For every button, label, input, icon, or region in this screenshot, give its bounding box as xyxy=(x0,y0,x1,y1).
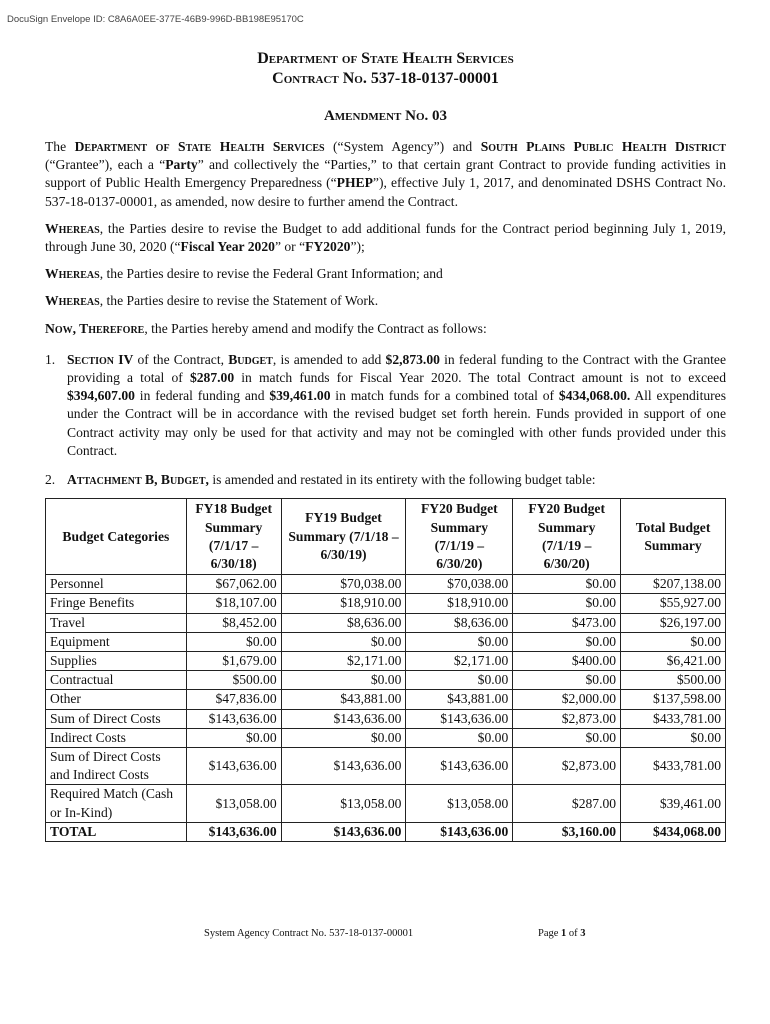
amount-cell: $70,038.00 xyxy=(281,575,406,594)
table-row xyxy=(46,575,726,594)
category-cell: Contractual xyxy=(46,671,187,690)
now-therefore-lead: Now, Therefore xyxy=(45,320,145,336)
amount-cell: $0.00 xyxy=(513,575,621,594)
budget-table-header-row xyxy=(46,499,726,575)
amount-cell: $8,636.00 xyxy=(406,613,513,632)
item-text: All expenditures under the Contract will be in accordance with the revised budget set forth herein. Funds provided in support of one Contract activity may only be used for that activity and may not be comingled with other funds provided under this Contract. xyxy=(67,388,726,458)
amount-cell: $0.00 xyxy=(406,632,513,651)
amount-cell: $433,781.00 xyxy=(621,748,726,785)
amount-cell: $500.00 xyxy=(621,671,726,690)
whereas-lead: Whereas xyxy=(45,220,100,236)
item-2-text xyxy=(67,471,726,489)
whereas-budget xyxy=(45,220,726,256)
category-cell: Sum of Direct Costs xyxy=(46,709,187,728)
whereas-text: , the Parties desire to revise the Budget to add additional funds for the Contract period beginning July 1, 2019, through June 30, 2020 (“ xyxy=(45,220,726,255)
category-cell: Travel xyxy=(46,613,187,632)
item-text: in match funds for Fiscal Year 2020. The total Contract amount is not to exceed xyxy=(234,370,726,386)
amount-cell: $67,062.00 xyxy=(186,575,281,594)
grantee-name: South Plains Public Health District xyxy=(480,139,726,154)
table-row xyxy=(46,709,726,728)
table-row xyxy=(46,728,726,747)
item-text: is amended and restated in its entirety with the following budget table: xyxy=(208,472,596,488)
attachment-b-term: Attachment B, Budget, xyxy=(67,472,209,488)
table-row xyxy=(46,652,726,671)
combined-total-amount: $434,068.00. xyxy=(558,388,631,404)
amount-cell: $0.00 xyxy=(513,594,621,613)
total-match-amount: $39,461.00 xyxy=(269,388,331,404)
amount-cell: $143,636.00 xyxy=(281,748,406,785)
category-cell: TOTAL xyxy=(46,822,187,841)
amount-cell: $8,452.00 xyxy=(186,613,281,632)
amount-cell: $55,927.00 xyxy=(621,594,726,613)
contract-number-title: Contract No. 537-18-0137-00001 xyxy=(272,70,499,87)
page-of: of xyxy=(566,928,581,939)
amount-cell: $207,138.00 xyxy=(621,575,726,594)
amount-cell: $3,160.00 xyxy=(513,822,621,841)
amount-cell: $70,038.00 xyxy=(406,575,513,594)
amendment-item-1 xyxy=(45,351,726,460)
category-cell: Personnel xyxy=(46,575,187,594)
table-row xyxy=(46,671,726,690)
amount-cell: $43,881.00 xyxy=(281,690,406,709)
system-agency-name: Department of State Health Services xyxy=(74,139,325,154)
amount-cell: $433,781.00 xyxy=(621,709,726,728)
budget-table xyxy=(45,498,726,842)
amendment-title: Amendment No. 03 xyxy=(323,108,448,124)
amount-cell: $2,000.00 xyxy=(513,690,621,709)
amount-cell: $434,068.00 xyxy=(621,822,726,841)
category-cell: Supplies xyxy=(46,652,187,671)
amount-cell: $400.00 xyxy=(513,652,621,671)
amount-cell: $0.00 xyxy=(513,728,621,747)
table-row xyxy=(46,613,726,632)
item-text: in match funds for a combined total of xyxy=(330,388,559,404)
amount-cell: $500.00 xyxy=(186,671,281,690)
amount-cell: $0.00 xyxy=(281,728,406,747)
document-page xyxy=(45,44,726,842)
amount-cell: $1,679.00 xyxy=(186,652,281,671)
column-header: Budget Categories xyxy=(46,499,187,575)
table-row xyxy=(46,594,726,613)
category-cell: Indirect Costs xyxy=(46,728,187,747)
amount-cell: $2,873.00 xyxy=(513,748,621,785)
amount-cell: $43,881.00 xyxy=(406,690,513,709)
amount-cell: $6,421.00 xyxy=(621,652,726,671)
section-iv-term: Section IV xyxy=(67,351,134,367)
column-header: FY20 Budget Summary (7/1/19 – 6/30/20) xyxy=(406,499,513,575)
category-cell: Other xyxy=(46,690,187,709)
item-number: 2. xyxy=(45,472,56,488)
whereas-text: ” or “ xyxy=(274,239,306,255)
amount-cell: $18,910.00 xyxy=(281,594,406,613)
whereas-text: ”); xyxy=(350,239,365,255)
amount-cell: $0.00 xyxy=(406,671,513,690)
page-label: Page xyxy=(538,928,562,939)
party-term: Party xyxy=(165,157,198,173)
amount-cell: $2,873.00 xyxy=(513,709,621,728)
amount-cell: $26,197.00 xyxy=(621,613,726,632)
whereas-text: , the Parties desire to revise the Statement of Work. xyxy=(99,293,379,309)
docusign-envelope-id: DocuSign Envelope ID: C8A6A0EE-377E-46B9-996D-BB198E95170C xyxy=(7,14,304,25)
amount-cell: $0.00 xyxy=(186,728,281,747)
table-row xyxy=(46,785,726,822)
amount-cell: $143,636.00 xyxy=(186,709,281,728)
amount-cell: $0.00 xyxy=(621,728,726,747)
amount-cell: $2,171.00 xyxy=(281,652,406,671)
table-row xyxy=(46,690,726,709)
amount-cell: $143,636.00 xyxy=(406,822,513,841)
item-text: in federal funding to the Contract with the Grantee providing a total of xyxy=(67,351,726,386)
department-title: Department of State Health Services xyxy=(257,50,514,67)
amount-cell: $0.00 xyxy=(281,632,406,651)
page-number xyxy=(538,928,586,939)
intro-text: (“Grantee”), each a “ xyxy=(45,157,166,173)
amount-cell: $18,107.00 xyxy=(186,594,281,613)
amount-cell: $137,598.00 xyxy=(621,690,726,709)
amount-cell: $473.00 xyxy=(513,613,621,632)
amount-cell: $143,636.00 xyxy=(406,709,513,728)
category-cell: Fringe Benefits xyxy=(46,594,187,613)
amount-cell: $0.00 xyxy=(186,632,281,651)
fiscal-year-term: Fiscal Year 2020 xyxy=(180,239,275,255)
fy2020-term: FY2020 xyxy=(305,239,351,255)
table-row xyxy=(46,632,726,651)
whereas-federal-grant xyxy=(45,265,726,283)
amount-cell: $18,910.00 xyxy=(406,594,513,613)
current-page: 1 xyxy=(561,928,567,939)
phep-term: PHEP xyxy=(336,175,373,191)
intro-text: ”), effective July 1, 2017, and denominated DSHS Contract No. 537-18-0137-00001, as amended, now desire to further amend the Contract. xyxy=(45,175,726,209)
amount-cell: $8,636.00 xyxy=(281,613,406,632)
column-header: FY18 Budget Summary (7/1/17 – 6/30/18) xyxy=(186,499,281,575)
intro-paragraph xyxy=(45,138,726,211)
whereas-text: , the Parties desire to revise the Federal Grant Information; and xyxy=(99,266,443,282)
amount-cell: $287.00 xyxy=(513,785,621,822)
column-header: FY19 Budget Summary (7/1/18 – 6/30/19) xyxy=(281,499,406,575)
amount-cell: $143,636.00 xyxy=(281,709,406,728)
amount-cell: $0.00 xyxy=(406,728,513,747)
table-row xyxy=(46,748,726,785)
category-cell: Required Match (Cash or In-Kind) xyxy=(46,785,187,822)
whereas-lead: Whereas xyxy=(45,266,100,282)
now-therefore-text: , the Parties hereby amend and modify the Contract as follows: xyxy=(144,320,487,336)
whereas-statement-of-work xyxy=(45,292,726,310)
now-therefore xyxy=(45,320,726,338)
footer-contract-number: System Agency Contract No. 537-18-0137-00001 xyxy=(204,928,414,939)
federal-funding-amount: $2,873.00 xyxy=(385,351,440,367)
category-cell: Sum of Direct Costs and Indirect Costs xyxy=(46,748,187,785)
amount-cell: $0.00 xyxy=(513,632,621,651)
total-row xyxy=(46,822,726,841)
category-cell: Equipment xyxy=(46,632,187,651)
item-text: of the Contract, xyxy=(133,351,229,367)
item-number: 1. xyxy=(45,351,56,367)
match-funds-amount: $287.00 xyxy=(189,370,235,386)
amount-cell: $13,058.00 xyxy=(186,785,281,822)
item-1-text xyxy=(67,351,726,460)
amendment-item-2 xyxy=(45,471,726,489)
column-header: Total Budget Summary xyxy=(621,499,726,575)
amount-cell: $143,636.00 xyxy=(406,748,513,785)
budget-term: Budget xyxy=(228,351,273,367)
item-text: , is amended to add xyxy=(272,351,386,367)
intro-text: The xyxy=(45,139,75,154)
item-text: in federal funding and xyxy=(134,388,270,404)
total-pages: 3 xyxy=(580,928,586,939)
amount-cell: $143,636.00 xyxy=(281,822,406,841)
intro-text: (“System Agency”) and xyxy=(324,139,481,154)
amount-cell: $13,058.00 xyxy=(406,785,513,822)
intro-text: ” and collectively the “Parties,” to that certain grant Contract to provide funding activities in support of Public Health Emergency Preparedness (“ xyxy=(45,157,726,191)
amount-cell: $0.00 xyxy=(621,632,726,651)
amount-cell: $0.00 xyxy=(513,671,621,690)
amount-cell: $0.00 xyxy=(281,671,406,690)
amount-cell: $2,171.00 xyxy=(406,652,513,671)
amount-cell: $39,461.00 xyxy=(621,785,726,822)
column-header: FY20 Budget Summary (7/1/19 – 6/30/20) xyxy=(513,499,621,575)
amount-cell: $143,636.00 xyxy=(186,822,281,841)
total-federal-amount: $394,607.00 xyxy=(67,388,135,404)
amount-cell: $47,836.00 xyxy=(186,690,281,709)
amount-cell: $13,058.00 xyxy=(281,785,406,822)
whereas-lead: Whereas xyxy=(45,293,100,309)
amount-cell: $143,636.00 xyxy=(186,748,281,785)
